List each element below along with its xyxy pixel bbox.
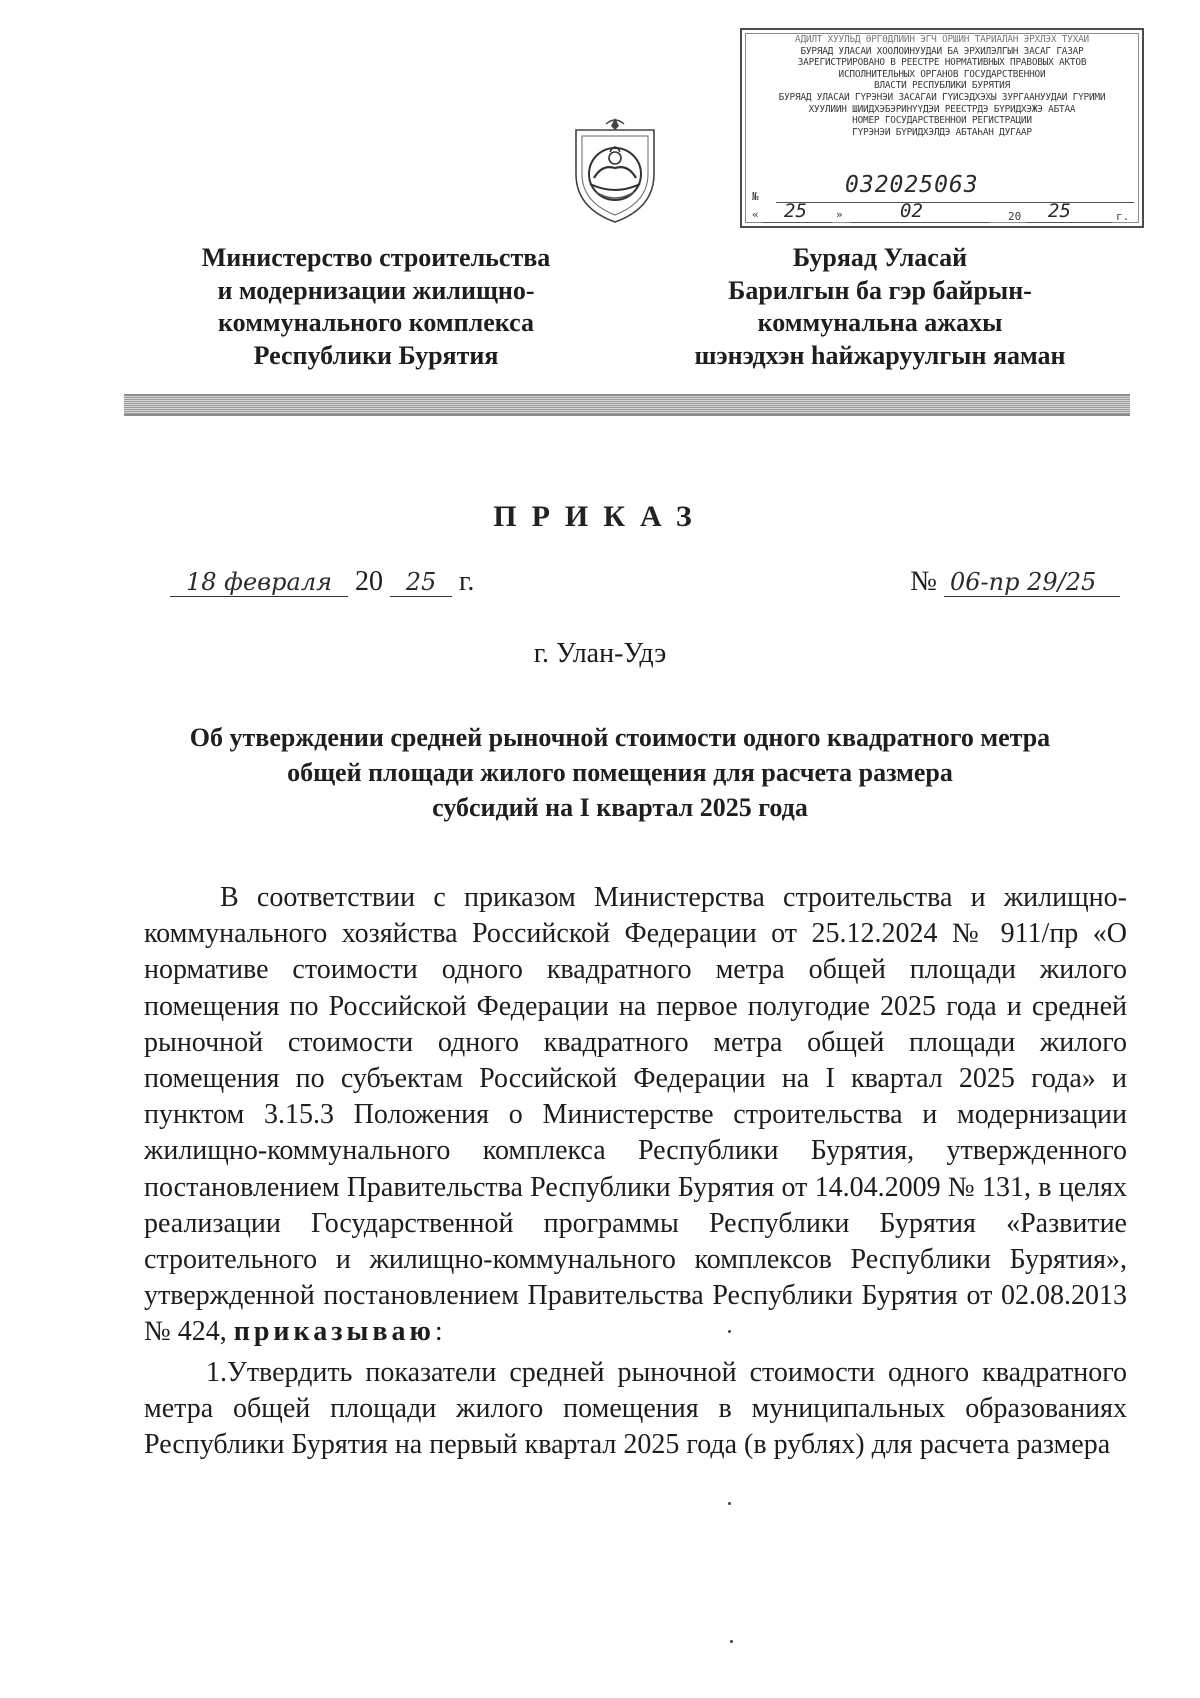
scan-speck [728, 1502, 731, 1505]
number-label: № [910, 566, 937, 597]
document-city: г. Улан-Удэ [533, 638, 667, 669]
scan-speck [730, 1640, 733, 1643]
stamp-month-underline [850, 222, 990, 223]
ministry-name-line: коммунальна ажахы [757, 308, 1003, 337]
stamp-number-label: № [752, 190, 759, 203]
stamp-registration-number: 032025063 [845, 172, 979, 198]
stamp-registration-number-row [750, 172, 1134, 204]
ministry-name-line: Республики Бурятия [253, 340, 499, 370]
stamp-year-underline [1026, 222, 1112, 223]
ministry-name-buryat [650, 242, 1110, 372]
stamp-line: ХУУЛИИН ШИИДХЭБЭРИНҮҮДЭЙ РЕЕСТРДЭ БҮРИДХЭЖЭ АБТАА [808, 103, 1076, 115]
ministry-name-line: Министерство строительства [201, 243, 551, 272]
document-body [144, 880, 1127, 1463]
ministry-name-line: Буряад Уласай [792, 243, 968, 272]
stamp-date-year-prefix: 20 [1008, 210, 1022, 223]
stamp-date-suffix: г. [1116, 210, 1130, 223]
registration-stamp [740, 28, 1144, 228]
stamp-line: БУРЯАД УЛАСАЙ ХООЛОЙНУУДАЙ БА ЭРХИЛЭЛГЫН ЗАСАГ ГАЗАР [800, 45, 1084, 57]
document-subject [140, 720, 1100, 825]
document-title: ПРИКАЗ [493, 500, 707, 533]
date-year-prefix: 20 [355, 566, 383, 597]
stamp-date-month: 02 [900, 200, 923, 222]
order-word: приказываю [233, 1316, 435, 1348]
coat-of-arms-icon [572, 112, 658, 224]
document-date [170, 566, 474, 606]
stamp-line: АДИЛТ ХУУЛЬД ӨРГӨДЛИЙН ЭГЧ ОРШИН ТАРИАЛАН ЭРХЛЭХ ТУХАЙ [795, 34, 1089, 45]
subject-line: субсидий на I квартал 2025 года [432, 793, 808, 822]
ministry-name-line: и модернизации жилищно- [217, 275, 535, 305]
order-colon: : [434, 1316, 443, 1348]
header-divider [124, 394, 1130, 416]
stamp-line: ВЛАСТИ РЕСПУБЛИКИ БУРЯТИЯ [873, 80, 1011, 92]
stamp-line: БУРЯАД УЛАСАЙ ГҮРЭНЭЙ ЗАСАГАЙ ГҮЙСЭДХЭХЫ ЗУРГААНУУДАЙ ГҮРИМИ [778, 91, 1106, 103]
stamp-line: ИСПОЛНИТЕЛЬНЫХ ОРГАНОВ ГОСУДАРСТВЕННОЙ [838, 68, 1046, 80]
subject-line: общей площади жилого помещения для расчета размера [287, 758, 953, 787]
order-item-1: 1.Утвердить показатели средней рыночной стоимости одного квадратного метра общей площади жилого помещения в муниципальных образованиях Республики Бурятия на первый квартал 2025 года (в рублях) для расчета размера [144, 1356, 1127, 1461]
handwritten-date: 18 февраля [170, 568, 348, 597]
ministry-name-line: Барилгын ба гэр байрын- [728, 275, 1032, 305]
stamp-date-close-quote: » [836, 208, 843, 221]
ministry-name-line: коммунального комплекса [218, 308, 534, 337]
preamble-paragraph [144, 880, 1127, 1351]
stamp-line: НОМЕР ГОСУДАРСТВЕННОЙ РЕГИСТРАЦИИ [852, 115, 1032, 127]
ministry-name-line: шэнэдхэн һайжаруулгын яаман [694, 340, 1066, 370]
stamp-day-underline [762, 222, 832, 223]
stamp-line: ЗАРЕГИСТРИРОВАНО В РЕЕСТРЕ НОРМАТИВНЫХ ПРАВОВЫХ АКТОВ [797, 57, 1087, 69]
stamp-line: ГҮРЭНЭЙ БҮРИДХЭЛДЭ АБТАҺАН ДУГААР [852, 126, 1032, 138]
handwritten-year: 25 [390, 568, 452, 597]
scan-speck [728, 1330, 731, 1333]
preamble-text: В соответствии с приказом Министерства строительства и жилищно-коммунального хозяйства Российской Федерации от 25.12.2024 № 911/пр «О нормативе стоимости одного квадратного метра общей площади жилого помещения по Российской Федерации на первое полугодие 2025 года и средней рыночной стоимости одного квадратного метра общей площади жилого помещения по субъектам Российской Федерации на I квартал 2025 года» и пунктом 3.15.3 Положения о Министерстве строительства и модернизации жилищно-коммунального комплекса Республики Бурятия, утвержденного постановлением Правительства Республики Бурятия от 14.04.2009 № 131, в целях реализации Государственной программы Республики Бурятия «Развитие строительного и жилищно-коммунального комплексов Республики Бурятия», утвержденной постановлением Правительства Республики Бурятия от 02.08.2013 № 424, [144, 882, 1127, 1348]
stamp-date-open-quote: « [752, 208, 759, 221]
document-number [910, 566, 1120, 606]
ministry-name-russian [176, 242, 576, 372]
stamp-date-year: 25 [1048, 200, 1071, 222]
stamp-date-day: 25 [784, 200, 807, 222]
stamp-date-row [750, 200, 1134, 226]
stamp-number-underline [776, 202, 1134, 203]
subject-line: Об утверждении средней рыночной стоимости одного квадратного метра [189, 723, 1051, 752]
handwritten-number: 06-пр 29/25 [944, 568, 1120, 597]
date-suffix: г. [459, 566, 475, 597]
